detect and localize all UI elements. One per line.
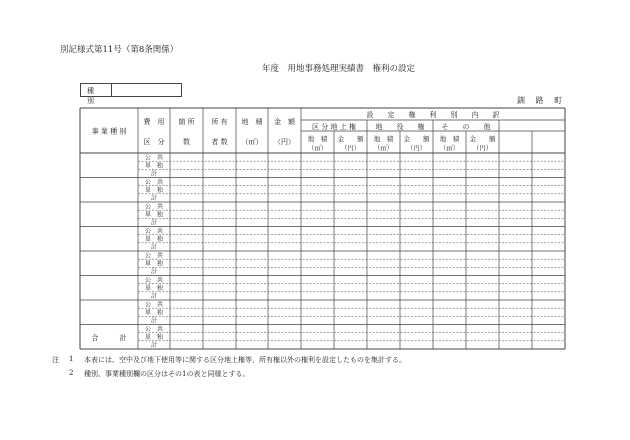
row-label-total: 計 bbox=[150, 219, 158, 227]
col-sub-amount: 金 額 bbox=[469, 135, 496, 143]
row-label-single: 単 独 bbox=[144, 162, 164, 170]
row-label-public: 公 共 bbox=[144, 203, 164, 211]
row-label-public: 公 共 bbox=[144, 301, 164, 309]
row-label-single: 単 独 bbox=[144, 285, 164, 292]
row-label-public: 公 共 bbox=[144, 228, 164, 235]
row-label-total: 計 bbox=[150, 170, 158, 178]
row-label-total: 計 bbox=[150, 195, 158, 202]
col-breakdown-type: そ の 他 bbox=[441, 123, 491, 131]
col-sub-amount: 金 額 bbox=[337, 135, 364, 143]
note-number: 2 bbox=[69, 369, 74, 377]
col-sub-area-unit: （㎡） bbox=[373, 144, 394, 152]
col-breakdown-type: 区 分 地 上 権 bbox=[312, 123, 356, 131]
row-label-public: 公 共 bbox=[144, 277, 164, 284]
col-breakdown-type: 地 役 権 bbox=[375, 123, 425, 131]
row-label-public: 公 共 bbox=[144, 252, 164, 260]
col-owners-count: 者 数 bbox=[211, 138, 228, 146]
col-count-number: 数 bbox=[183, 138, 190, 146]
row-label-single: 単 独 bbox=[144, 309, 164, 317]
note-text: 種別、事業種別欄の区分はその1の表と同様とする。 bbox=[84, 370, 250, 378]
col-cost-division: 区 分 bbox=[143, 138, 165, 146]
form-id: 別記様式第11号（第8条関係） bbox=[60, 45, 179, 55]
row-label-public: 公 共 bbox=[144, 154, 164, 162]
row-label-single: 単 独 bbox=[144, 211, 164, 219]
row-label-single: 単 独 bbox=[144, 187, 164, 194]
row-label-single: 単 独 bbox=[144, 260, 164, 268]
row-label-public: 公 共 bbox=[144, 179, 164, 186]
row-label-single: 単 独 bbox=[144, 236, 164, 243]
col-sub-area: 地 積 bbox=[439, 135, 460, 143]
col-sub-area: 地 積 bbox=[307, 135, 328, 143]
col-sub-area-unit: （㎡） bbox=[307, 144, 328, 152]
col-area: 地 積 bbox=[241, 118, 263, 126]
col-sub-amount: 金 額 bbox=[403, 135, 430, 143]
note-number: 1 bbox=[69, 355, 74, 363]
col-sub-amount-unit: （円） bbox=[406, 144, 427, 152]
col-area-unit: （㎡） bbox=[241, 138, 263, 146]
col-amount: 金 額 bbox=[274, 118, 295, 126]
document-title: 年度 用地事務処理実績書 権利の設定 bbox=[262, 64, 416, 74]
col-sub-amount-unit: （円） bbox=[340, 144, 361, 152]
col-count: 箇 所 bbox=[178, 118, 195, 126]
col-owners: 所 有 bbox=[211, 118, 228, 126]
total-label: 合 計 bbox=[91, 333, 127, 342]
note-text: 本表には、空中及び地下使用等に関する区分地上権等、所有権以外の権利を設定したものを集計する。 bbox=[84, 356, 406, 364]
row-label-total: 計 bbox=[150, 317, 158, 325]
row-label-total: 計 bbox=[150, 293, 158, 300]
row-label-total: 計 bbox=[150, 244, 158, 251]
col-sub-amount-unit: （円） bbox=[472, 144, 493, 152]
col-cost: 費 用 bbox=[143, 118, 165, 126]
kind-label: 種 別 bbox=[87, 87, 107, 105]
row-label-single: 単 独 bbox=[144, 334, 164, 341]
col-sub-area: 地 積 bbox=[373, 135, 394, 143]
col-sub-area-unit: （㎡） bbox=[439, 144, 460, 152]
col-amount-unit: （円） bbox=[274, 138, 295, 146]
town-name: 釧 路 町 bbox=[517, 96, 567, 105]
notes-lead: 注 bbox=[52, 356, 59, 364]
col-breakdown: 設 定 権 利 別 内 訳 bbox=[366, 111, 500, 119]
row-label-public: 公 共 bbox=[144, 326, 164, 333]
row-label-total: 計 bbox=[150, 342, 158, 349]
col-business-type: 事 業 種 別 bbox=[91, 127, 127, 136]
row-label-total: 計 bbox=[150, 268, 158, 276]
